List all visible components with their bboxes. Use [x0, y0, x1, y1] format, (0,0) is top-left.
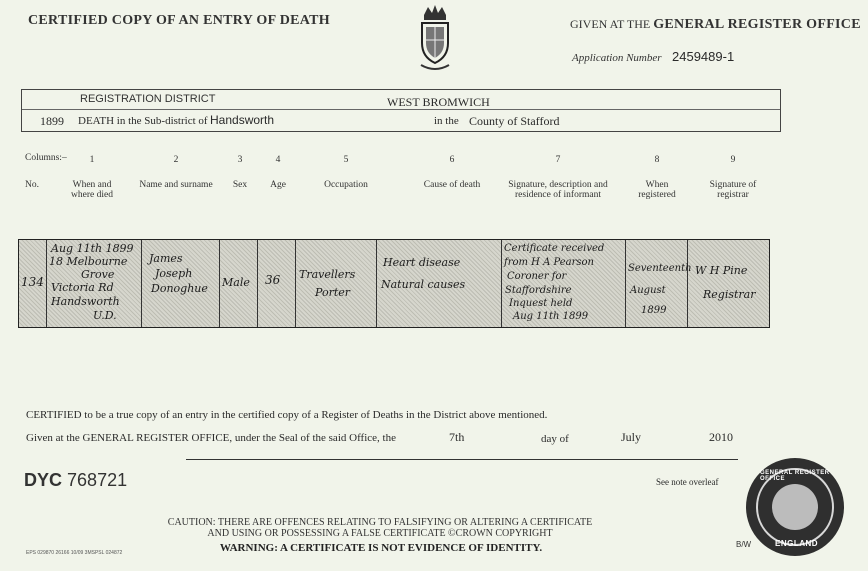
printer-code: EPS 029870 26166 10/09 3MSPSL 024872	[26, 550, 123, 556]
issuing-office-name: GENERAL REGISTER OFFICE	[653, 17, 861, 32]
certification-given-text: Given at the GENERAL REGISTER OFFICE, under the Seal of the said Office, the	[26, 432, 396, 444]
registration-district: WEST BROMWICH	[387, 95, 490, 109]
subdistrict-label: DEATH in the Sub-district of	[78, 115, 208, 127]
column-number: 2	[173, 155, 179, 165]
registration-district-label: REGISTRATION DISTRICT	[80, 93, 216, 105]
entry-sex: Male	[222, 276, 250, 289]
entry-when-line: Victoria Rd	[51, 281, 114, 294]
subdistrict: Handsworth	[210, 113, 275, 127]
seal-crest	[772, 484, 818, 530]
entry-informant-line: from H A Pearson	[504, 257, 594, 268]
serial-digits: 768721	[67, 470, 128, 490]
entry-registrar-line: Registrar	[703, 288, 756, 301]
certification-day-of: day of	[541, 433, 569, 445]
column-head: When and where died	[71, 180, 113, 200]
entry-name-line: Donoghue	[151, 282, 208, 295]
column-number: 5	[343, 155, 349, 165]
caution-text	[160, 517, 600, 539]
columns-label: Columns:–	[25, 153, 67, 163]
see-note-overleaf: See note overleaf	[656, 477, 719, 487]
application-number: 2459489-1	[672, 49, 735, 64]
column-head: Sex	[232, 180, 248, 190]
entry-age: 36	[265, 273, 281, 287]
entry-row	[18, 239, 770, 328]
column-number: 1	[89, 155, 95, 165]
certification-month: July	[621, 430, 642, 444]
column-number: 4	[275, 155, 281, 165]
registration-year: 1899	[40, 114, 64, 128]
entry-cause-line: Natural causes	[381, 278, 466, 291]
serial-prefix: DYC	[24, 470, 63, 490]
seal-text-bottom: ENGLAND	[775, 539, 819, 548]
entry-name-line: James	[149, 252, 183, 265]
general-register-office-seal-icon	[746, 458, 844, 556]
certificate-title: CERTIFIED COPY OF AN ENTRY OF DEATH	[28, 13, 330, 28]
county: County of Stafford	[469, 114, 560, 128]
seal-text-top: GENERAL REGISTER OFFICE	[760, 470, 830, 482]
entry-cause-line: Heart disease	[383, 256, 461, 269]
entry-occupation-line: Porter	[315, 286, 351, 299]
royal-coat-of-arms-icon	[416, 3, 454, 75]
entry-informant-line: Certificate received	[504, 243, 605, 254]
entry-informant-line: Coroner for	[507, 271, 567, 282]
entry-informant-line: Staffordshire	[505, 285, 572, 296]
column-head: Occupation	[324, 180, 368, 190]
warning-text: WARNING: A CERTIFICATE IS NOT EVIDENCE OF IDENTITY.	[219, 542, 543, 554]
entry-when-line: Grove	[81, 268, 115, 281]
column-number: 3	[237, 155, 243, 165]
entry-when-line: 18 Melbourne	[49, 255, 128, 268]
entry-when-line: Handsworth	[51, 295, 120, 308]
serial-number	[24, 470, 127, 491]
column-head: Age	[270, 180, 286, 190]
cell-occupation	[295, 240, 377, 327]
column-head: Signature of registrar	[709, 180, 757, 200]
entry-name-line: Joseph	[155, 267, 193, 280]
entry-occupation-line: Travellers	[299, 268, 356, 281]
issuing-office	[570, 17, 861, 33]
column-head: When registered	[638, 180, 676, 200]
certification-text: CERTIFIED to be a true copy of an entry in the certified copy of a Register of Deaths in the District above mentioned.	[26, 409, 548, 421]
entry-number: 134	[21, 275, 44, 289]
initials: B/W	[736, 540, 752, 549]
column-head: Signature, description and residence of informant	[508, 180, 608, 200]
column-head: Cause of death	[423, 180, 481, 190]
column-number: 8	[654, 155, 660, 165]
entry-registered-line: 1899	[641, 305, 667, 316]
caution-line: AND USING OR POSSESSING A FALSE CERTIFICATE ©CROWN COPYRIGHT	[207, 528, 553, 539]
entry-informant-line: Aug 11th 1899	[513, 311, 589, 322]
certification-year: 2010	[709, 430, 733, 444]
entry-when-line: Aug 11th 1899	[51, 242, 134, 255]
divider	[186, 459, 738, 460]
application-number-label: Application Number	[572, 52, 662, 64]
entry-when-line: U.D.	[93, 309, 117, 322]
entry-registrar-line: W H Pine	[695, 264, 748, 277]
column-head-no: No.	[25, 180, 39, 190]
entry-registered-line: Seventeenth	[628, 263, 692, 274]
entry-registered-line: August	[630, 285, 666, 296]
column-number: 6	[449, 155, 455, 165]
certification-day: 7th	[449, 430, 465, 444]
column-number: 7	[555, 155, 561, 165]
column-head: Name and surname	[139, 180, 213, 190]
issuing-office-prefix: GIVEN AT THE	[570, 17, 651, 31]
county-label: in the	[434, 115, 459, 127]
entry-informant-line: Inquest held	[509, 298, 573, 309]
column-number: 9	[730, 155, 736, 165]
caution-line: CAUTION: THERE ARE OFFENCES RELATING TO FALSIFYING OR ALTERING A CERTIFICATE	[167, 517, 593, 528]
